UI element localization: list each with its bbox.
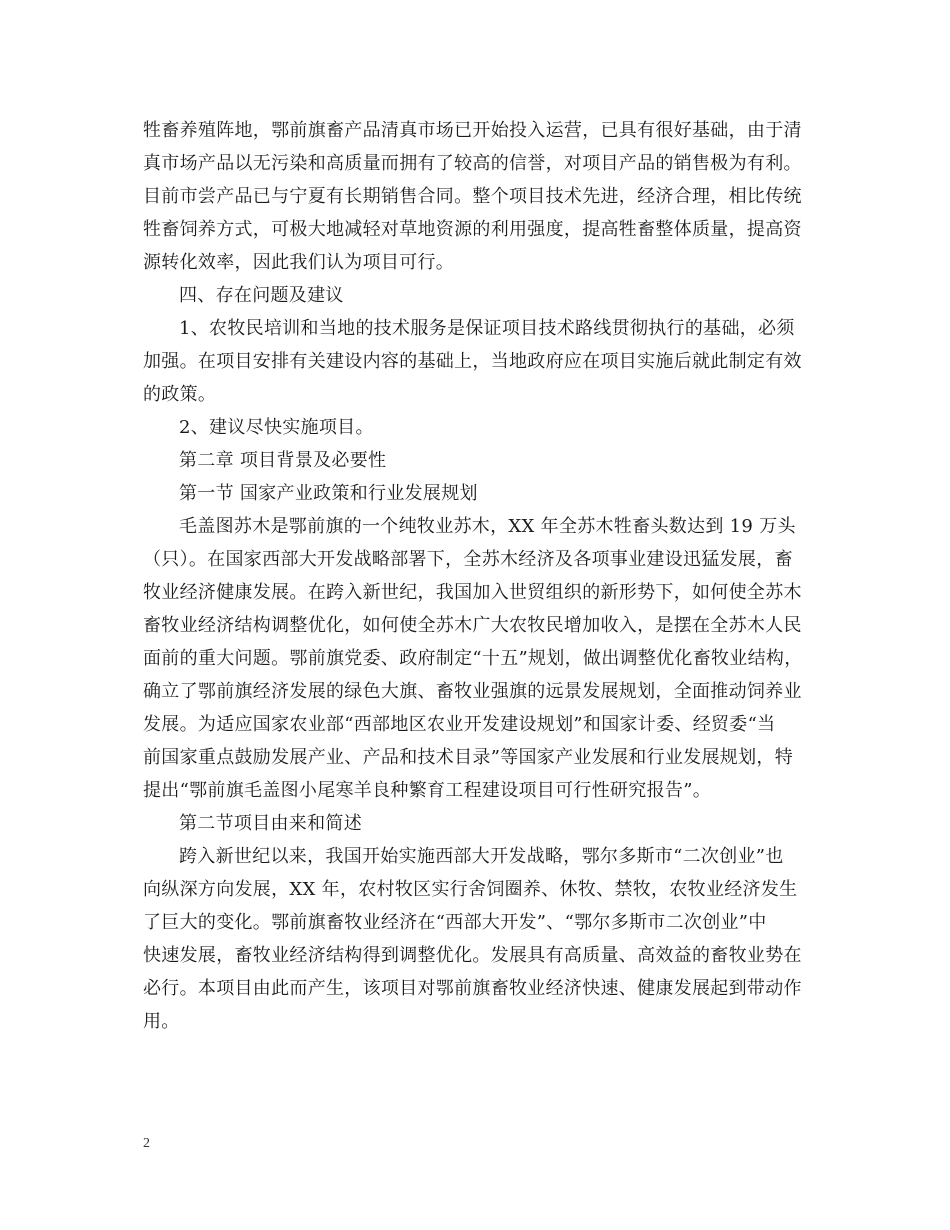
- text-line: 提出“鄂前旗毛盖图小尾寒羊良种繁育工程建设项目可行性研究报告”。: [143, 780, 712, 801]
- text-line: 面前的重大问题。鄂前旗党委、政府制定“十五”规划，做出调整优化畜牧业结构，: [143, 648, 803, 669]
- text-line: 向纵深方向发展，XX 年，农村牧区实行舍饲圈养、休牧、禁牧，农牧业经济发生: [143, 879, 798, 900]
- text-line: （只）。在国家西部大开发战略部署下，全苏木经济及各项事业建设迅猛发展，畜: [143, 549, 793, 570]
- text-line: 确立了鄂前旗经济发展的绿色大旗、畜牧业强旗的远景发展规划，全面推动饲养业: [143, 681, 802, 702]
- section-heading: 第二节项目由来和简述: [179, 813, 362, 834]
- section-heading: 第一节 国家产业政策和行业发展规划: [179, 483, 478, 504]
- section-heading: 四、存在问题及建议: [179, 285, 344, 306]
- text-line: 发展。为适应国家农业部“西部地区农业开发建设规划”和国家计委、经贸委“当: [143, 714, 776, 735]
- text-line: 源转化效率，因此我们认为项目可行。: [143, 252, 455, 273]
- page-body: [143, 114, 815, 1038]
- text-line: 牧业经济健康发展。在跨入新世纪，我国加入世贸组织的新形势下，如何使全苏木: [143, 582, 802, 603]
- text-line: 目前市尝产品已与宁夏有长期销售合同。整个项目技术先进，经济合理，相比传统: [143, 186, 802, 207]
- chapter-heading: 第二章 项目背景及必要性: [179, 450, 387, 471]
- text-line: 加强。在项目安排有关建设内容的基础上，当地政府应在项目实施后就此制定有效: [143, 351, 802, 372]
- text-line: 跨入新世纪以来，我国开始实施西部大开发战略，鄂尔多斯市“二次创业”也: [179, 846, 784, 867]
- text-line: 毛盖图苏木是鄂前旗的一个纯牧业苏木，XX 年全苏木牲畜头数达到 19 万头: [179, 516, 796, 537]
- text-line: 畜牧业经济结构调整优化，如何使全苏木广大农牧民增加收入，是摆在全苏木人民: [143, 615, 802, 636]
- text-line: 用。: [143, 1011, 180, 1032]
- text-line: 真市场产品以无污染和高质量而拥有了较高的信誉，对项目产品的销售极为有利。: [143, 153, 802, 174]
- text-line: 快速发展，畜牧业经济结构得到调整优化。发展具有高质量、高效益的畜牧业势在: [143, 945, 802, 966]
- text-line: 2、建议尽快实施项目。: [179, 417, 374, 438]
- text-line: 前国家重点鼓励发展产业、产品和技术目录”等国家产业发展和行业发展规划，特: [143, 747, 793, 768]
- text-line: 1、农牧民培训和当地的技术服务是保证项目技术路线贯彻执行的基础，必须: [179, 318, 795, 339]
- text-line: 牲畜养殖阵地，鄂前旗畜产品清真市场已开始投入运营，已具有很好基础，由于清: [143, 120, 802, 141]
- page-number: 2: [143, 1136, 150, 1151]
- text-line: 必行。本项目由此而产生，该项目对鄂前旗畜牧业经济快速、健康发展起到带动作: [143, 978, 802, 999]
- text-line: 了巨大的变化。鄂前旗畜牧业经济在“西部大开发”、“鄂尔多斯市二次创业”中: [143, 912, 767, 933]
- text-line: 的政策。: [143, 384, 217, 405]
- text-line: 牲畜饲养方式，可极大地减轻对草地资源的利用强度，提高牲畜整体质量，提高资: [143, 219, 802, 240]
